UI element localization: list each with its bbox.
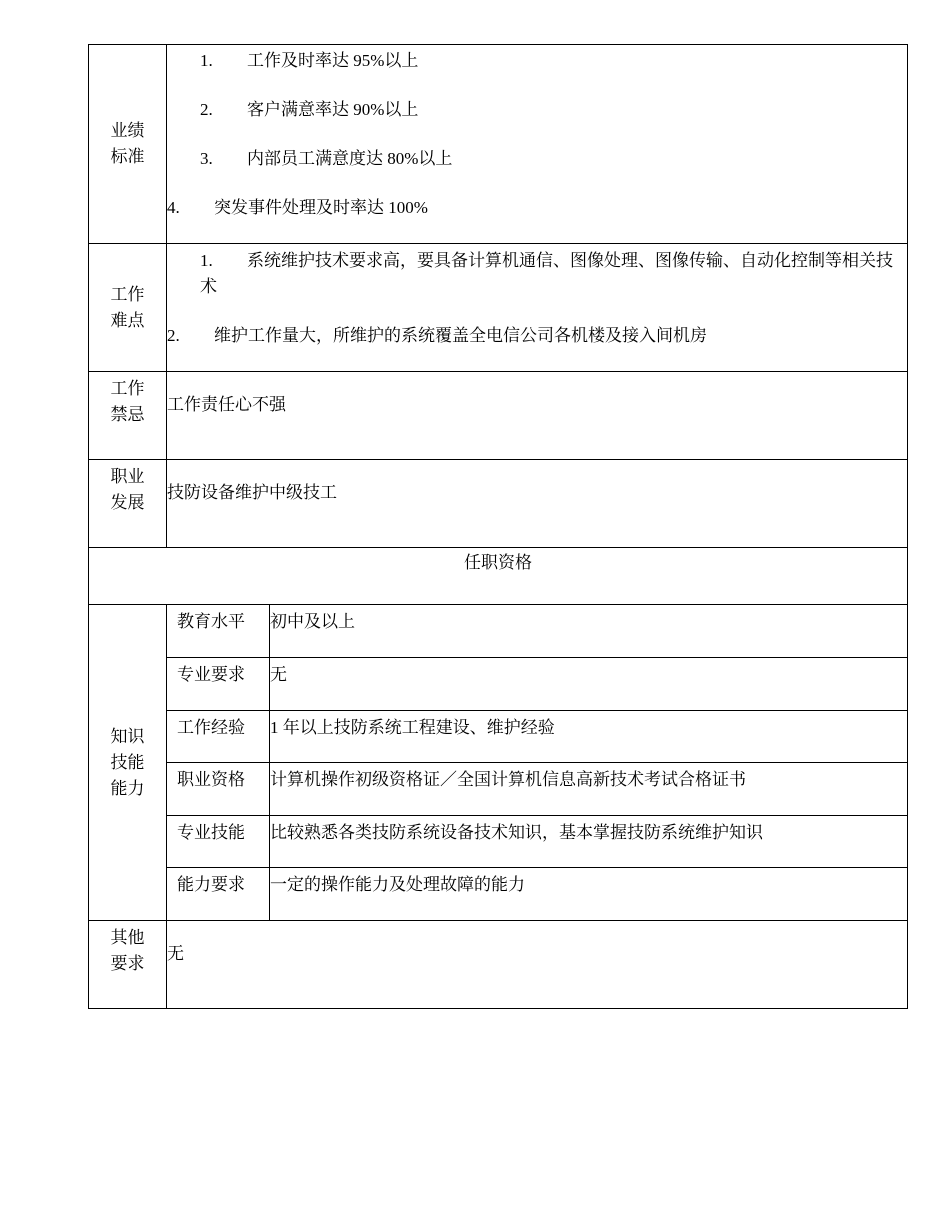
certificate-value: 计算机操作初级资格证／全国计算机信息高新技术考试合格证书 <box>270 763 908 816</box>
experience-label: 工作经验 <box>167 711 270 763</box>
skill-value: 比较熟悉各类技防系统设备技术知识，基本掌握技防系统维护知识 <box>270 816 908 868</box>
taboo-row <box>89 372 908 460</box>
career-row <box>89 460 908 548</box>
knowledge-label: 知识技能能力 <box>110 726 145 798</box>
taboo-text: 工作责任心不强 <box>167 395 286 414</box>
qualification-row-5 <box>89 816 908 868</box>
career-text: 技防设备维护中级技工 <box>167 483 337 502</box>
performance-row <box>89 45 908 244</box>
performance-item-4: 4. 突发事件处理及时率达 100% <box>167 198 428 217</box>
other-label-cell <box>89 921 167 1009</box>
job-description-table <box>88 44 908 1009</box>
difficulty-content <box>167 244 908 372</box>
difficulty-item-2: 2. 维护工作量大，所维护的系统覆盖全电信公司各机楼及接入间机房 <box>167 326 707 345</box>
taboo-label: 工作禁忌 <box>110 379 145 424</box>
other-row <box>89 921 908 1009</box>
major-value: 无 <box>270 658 908 711</box>
other-text: 无 <box>167 944 184 963</box>
performance-label: 业绩标准 <box>110 121 145 166</box>
qualification-row-3 <box>89 711 908 763</box>
other-label: 其他要求 <box>110 928 145 973</box>
knowledge-label-cell <box>89 605 167 921</box>
experience-value: 1 年以上技防系统工程建设、维护经验 <box>270 711 908 763</box>
performance-item-1: 1. 工作及时率达 95%以上 <box>200 51 419 70</box>
difficulty-item-1: 1. 系统维护技术要求高，要具备计算机通信、图像处理、图像传输、自动化控制等相关技术 <box>200 251 893 296</box>
qualification-row-1 <box>89 605 908 658</box>
performance-item-3: 3. 内部员工满意度达 80%以上 <box>200 149 453 168</box>
performance-item-2: 2. 客户满意率达 90%以上 <box>200 100 419 119</box>
difficulty-row <box>89 244 908 372</box>
qualification-header: 任职资格 <box>89 548 908 605</box>
qualification-row-2 <box>89 658 908 711</box>
taboo-content <box>167 372 908 460</box>
qualification-row-4 <box>89 763 908 816</box>
qualification-header-row <box>89 548 908 605</box>
career-label: 职业发展 <box>110 467 145 512</box>
career-label-cell <box>89 460 167 548</box>
ability-value: 一定的操作能力及处理故障的能力 <box>270 868 908 921</box>
difficulty-label: 工作难点 <box>110 284 145 330</box>
skill-label: 专业技能 <box>167 816 270 868</box>
education-value: 初中及以上 <box>270 605 908 658</box>
ability-label: 能力要求 <box>167 868 270 921</box>
performance-label-cell <box>89 45 167 244</box>
certificate-label: 职业资格 <box>167 763 270 816</box>
difficulty-label-cell <box>89 244 167 372</box>
performance-content <box>167 45 908 244</box>
major-label: 专业要求 <box>167 658 270 711</box>
education-label: 教育水平 <box>167 605 270 658</box>
other-content <box>167 921 908 1009</box>
qualification-row-6 <box>89 868 908 921</box>
taboo-label-cell <box>89 372 167 460</box>
career-content <box>167 460 908 548</box>
